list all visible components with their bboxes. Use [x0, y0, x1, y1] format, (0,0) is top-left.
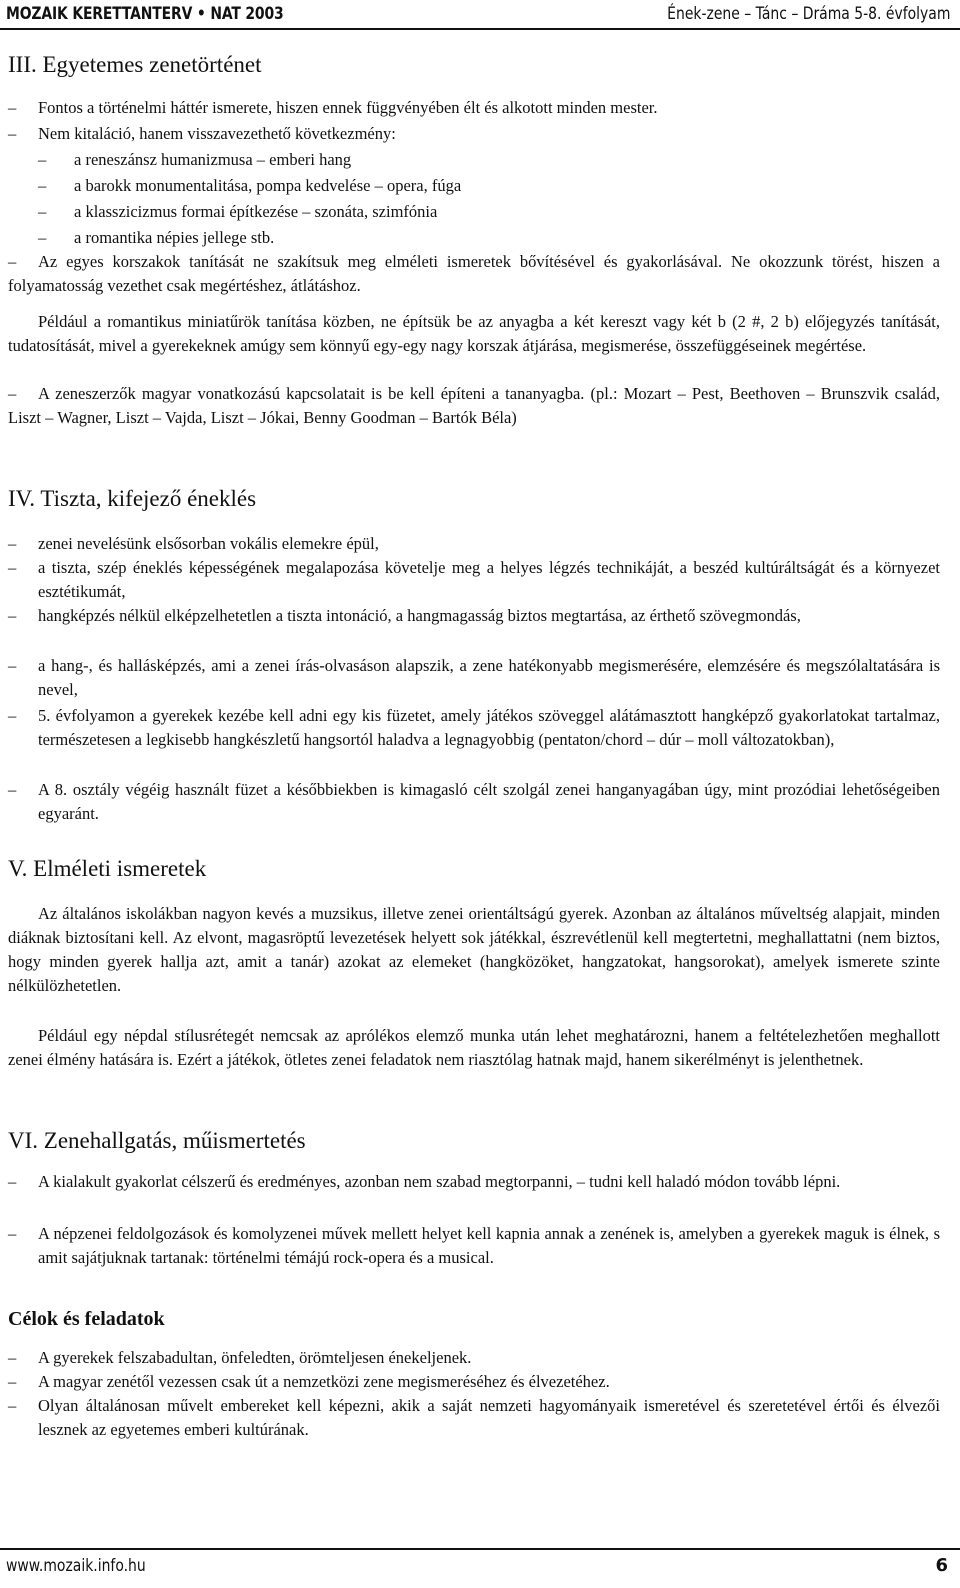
list-item-text: A 8. osztály végéig használt füzet a későbbiekben is kimagasló célt szolgál zenei hanganyagában úgy, mint prozódiai lehetőségeiben egyaránt.	[38, 780, 940, 823]
dash-bullet: –	[38, 176, 47, 195]
list-item-text: Az egyes korszakok tanítását ne szakítsuk meg elméleti ismeretek bővítésével és gyakorlásával. Ne okozzunk törést, hiszen a folyamatosság vezethet csak megértéshez, átlátáshoz.	[8, 252, 940, 295]
dash-bullet: –	[8, 384, 17, 403]
dash-bullet: –	[8, 656, 17, 675]
footer-rule	[0, 1548, 960, 1550]
list-item	[8, 382, 940, 430]
list-item	[8, 250, 940, 298]
footer-url: www.mozaik.info.hu	[6, 1556, 146, 1576]
section-iii-heading: III. Egyetemes zenetörténet	[8, 52, 262, 77]
list-item-text: zenei nevelésünk elsősorban vokális elemekre épül,	[38, 534, 379, 553]
list-item	[8, 778, 940, 826]
dash-bullet: –	[8, 780, 17, 799]
goals-heading: Célok és feladatok	[8, 1308, 165, 1330]
section-vi-heading: VI. Zenehallgatás, műismertetés	[8, 1128, 306, 1153]
dash-bullet: –	[8, 1224, 17, 1243]
dash-bullet: –	[38, 202, 47, 221]
list-item-text: A magyar zenétől vezessen csak út a nemzetközi zene megismeréséhez és élvezetéhez.	[38, 1372, 610, 1391]
paragraph: Például a romantikus miniatűrök tanítása közben, ne építsük be az anyagba a két kereszt vagy két b (2 #, 2 b) előjegyzés tanítását, tudatosítását, mivel a gyerekeknek amúgy sem könnyű egy-egy nagy korszak átjárása, megismerése, összefüggéseinek megértése.	[8, 312, 940, 355]
list-item-text: Fontos a történelmi háttér ismerete, hiszen ennek függvényében élt és alkotott minden mester.	[38, 98, 658, 117]
list-item-text: a hang-, és hallásképzés, ami a zenei írás-olvasáson alapszik, a zene hatékonyabb megismerésére, elemzésére és megszólaltatására is nevel,	[38, 656, 940, 699]
list-item-text: A zeneszerzők magyar vonatkozású kapcsolatait is be kell építeni a tananyagba. (pl.: Mozart – Pest, Beethoven – Brunszvik család, Liszt – Wagner, Liszt – Vajda, Liszt – Jókai, Benny Goodman – Bartók Béla)	[8, 384, 940, 427]
sub-list-item-text: a barokk monumentalitása, pompa kedvelése – opera, fúga	[74, 176, 462, 195]
paragraph: Például egy népdal stílusrétegét nemcsak az aprólékos elemző munka után lehet meghatározni, hanem a feltételezhetően meghallott zenei élmény hatására is. Ezért a játékok, ötletes zenei feladatok nem riasztólag hatnak majd, hanem sikerélményt is jelenthetnek.	[8, 1026, 940, 1069]
section-v-heading: V. Elméleti ismeretek	[8, 856, 207, 881]
list-item	[8, 1370, 940, 1394]
dash-bullet: –	[8, 558, 17, 577]
list-item-text: a tiszta, szép éneklés képességének megalapozása követelje meg a helyes légzés technikáját, a beszéd kultúráltságát és a környezet esztétikumát,	[38, 558, 940, 601]
dash-bullet: –	[38, 228, 47, 247]
list-item-text: A gyerekek felszabadultan, önfeledten, örömteljesen énekeljenek.	[38, 1348, 472, 1367]
dash-bullet: –	[8, 1372, 17, 1391]
page-number: 6	[935, 1555, 948, 1576]
sub-list-item-text: a klasszicizmus formai építkezése – szonáta, szimfónia	[74, 202, 438, 221]
sub-list-item-text: a reneszánsz humanizmusa – emberi hang	[74, 150, 352, 169]
paragraph: Az általános iskolákban nagyon kevés a muzsikus, illetve zenei orientáltságú gyerek. Azonban az általános műveltség alapjait, minden diáknak biztosítani kell. Az elvont, magasröptű levezetések helyett sok játékkal, észrevétlenül kell megtertetni, meghallattatni (nem biztos, hogy minden gyerek hallja azt, amit a tanár) azokat az elemeket (hangközöket, hangzatokat, hangsorokat), amelyek ismerete szinte nélkülözhetetlen.	[8, 904, 940, 995]
dash-bullet: –	[8, 124, 17, 143]
dash-bullet: –	[8, 98, 17, 117]
list-item	[8, 604, 940, 628]
list-item-text: hangképzés nélkül elképzelhetetlen a tiszta intonáció, a hangmagasság biztos megtartása, az érthető szövegmondás,	[38, 606, 801, 625]
list-item	[8, 556, 940, 604]
dash-bullet: –	[8, 534, 17, 553]
list-item-text: A kialakult gyakorlat célszerű és eredményes, azonban nem szabad megtorpanni, – tudni kell haladó módon tovább lépni.	[38, 1172, 841, 1191]
dash-bullet: –	[8, 252, 17, 271]
list-item	[8, 532, 940, 556]
list-item	[8, 1170, 940, 1194]
dash-bullet: –	[38, 150, 47, 169]
list-item	[8, 1222, 940, 1270]
page-header	[0, 0, 960, 30]
list-item-text: Nem kitaláció, hanem visszavezethető következmény:	[38, 124, 396, 143]
list-item	[8, 654, 940, 702]
dash-bullet: –	[8, 1396, 17, 1415]
list-item	[8, 1394, 940, 1442]
sub-list-item-text: a romantika népies jellege stb.	[74, 228, 275, 247]
list-item-text: 5. évfolyamon a gyerekek kezébe kell adni egy kis füzetet, amely játékos szöveggel alátámasztott hangképző gyakorlatokat tartalmaz, természetesen a legkisebb hangkészletű hangsortól haladva a legnagyobbig (pentaton/chord – dúr – moll változatokban),	[38, 706, 940, 749]
section-iv-heading: IV. Tiszta, kifejező éneklés	[8, 486, 257, 511]
list-item	[8, 1346, 940, 1370]
list-item	[8, 704, 940, 752]
dash-bullet: –	[8, 606, 17, 625]
header-series-title: MOZAIK KERETTANTERV • NAT 2003	[6, 4, 284, 24]
header-subject: Ének-zene – Tánc – Dráma 5-8. évfolyam	[666, 4, 950, 24]
dash-bullet: –	[8, 1172, 17, 1191]
dash-bullet: –	[8, 1348, 17, 1367]
list-item-text: Olyan általánosan művelt embereket kell képezni, akik a saját nemzeti hagyományaik ismeretével és szeretetével értői és élvezői lesznek az egyetemes emberi kultúrának.	[38, 1396, 940, 1439]
dash-bullet: –	[8, 706, 17, 725]
list-item-text: A népzenei feldolgozások és komolyzenei művek mellett helyet kell kapnia annak a zenének is, amelyben a gyerekek maguk is élnek, s amit sajátjuknak tartanak: történelmi témájú rock-opera és a musical.	[38, 1224, 940, 1267]
